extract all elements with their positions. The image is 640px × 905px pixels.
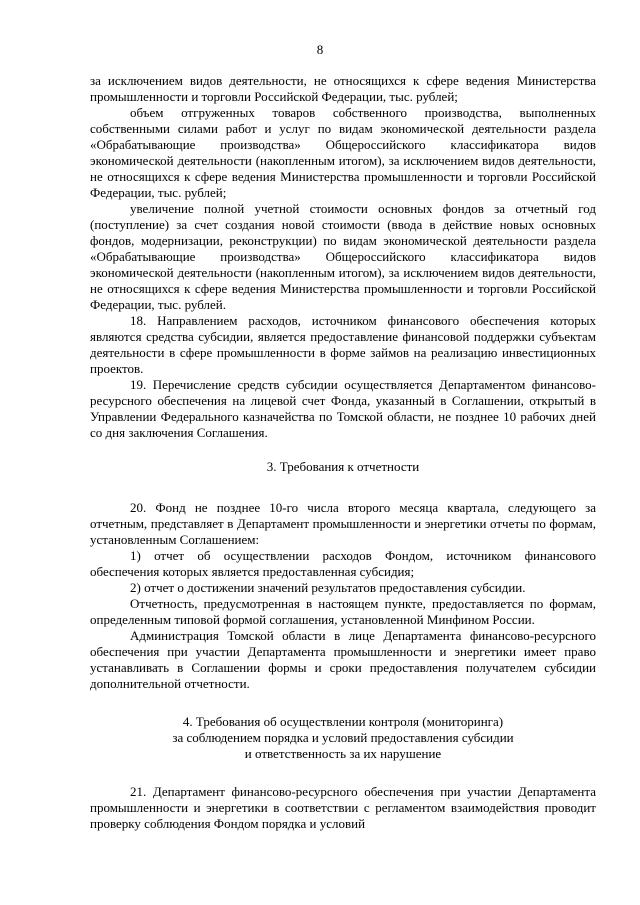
paragraph: Отчетность, предусмотренная в настоящем пункте, предоставляется по формам, определенным типовой формой соглашения, установленной Минфином России. xyxy=(90,596,596,627)
paragraph: увеличение полной учетной стоимости основных фондов за отчетный год (поступление) за счет создания новой стоимости (ввода в действие новых основных фондов, модернизации, реконструкции) по видам экономической деятельности раздела «Обрабатывающие производства» Общероссийского классификатора видов экономической деятельности (накопленным итогом), за исключением видов деятельности, не относящихся к сфере ведения Министерства промышленности и торговли Российской Федерации, тыс. рублей. xyxy=(90,201,596,312)
list-item: 1) отчет об осуществлении расходов Фондом, источником финансового обеспечения которых является предоставленная субсидия; xyxy=(90,548,596,579)
paragraph: за исключением видов деятельности, не относящихся к сфере ведения Министерства промышленности и торговли Российской Федерации, тыс. рублей; xyxy=(90,73,596,104)
paragraph: Администрация Томской области в лице Департамента финансово-ресурсного обеспечения при участии Департамента промышленности и энергетики имеет право устанавливать в Соглашении формы и сроки предоставления получателем субсидии дополнительной отчетности. xyxy=(90,628,596,691)
paragraph-item-19: 19. Перечисление средств субсидии осуществляется Департаментом финансово-ресурсного обеспечения на лицевой счет Фонда, указанный в Соглашении, открытый в Управлении Федерального казначейства по Томской области, не позднее 10 рабочих дней со дня заключения Соглашения. xyxy=(90,377,596,440)
list-item: 2) отчет о достижении значений результатов предоставления субсидии. xyxy=(130,580,526,595)
paragraph-item-21: 21. Департамент финансово-ресурсного обеспечения при участии Департамента промышленности и энергетики в соответствии с регламентом взаимодействия проводит проверку соблюдения Фондом порядка и условий xyxy=(90,784,596,831)
section-3-heading: 3. Требования к отчетности xyxy=(266,459,420,474)
paragraph: объем отгруженных товаров собственного производства, выполненных собственными силами работ и услуг по видам экономической деятельности раздела «Обрабатывающие производства» Общероссийского классификатора видов экономической деятельности (накопленным итогом), за исключением видов деятельности, не относящихся к сфере ведения Министерства промышленности и торговли Российской Федерации, тыс. рублей; xyxy=(90,105,596,200)
section-4-heading-line: и ответственность за их нарушение xyxy=(244,746,442,761)
document-body xyxy=(90,73,596,832)
paragraph-item-18: 18. Направлением расходов, источником финансового обеспечения которых являются средства субсидии, является предоставление финансовой поддержки субъектам деятельности в сфере промышленности в форме займов на реализацию инвестиционных проектов. xyxy=(90,313,596,376)
page-number: 8 xyxy=(316,42,324,57)
section-4-heading-line: за соблюдением порядка и условий предоставления субсидии xyxy=(172,730,514,745)
section-4-heading-line: 4. Требования об осуществлении контроля (мониторинга) xyxy=(182,714,504,729)
paragraph-item-20: 20. Фонд не позднее 10-го числа второго месяца квартала, следующего за отчетным, представляет в Департамент промышленности и энергетики отчеты по формам, установленным Соглашением: xyxy=(90,500,596,547)
